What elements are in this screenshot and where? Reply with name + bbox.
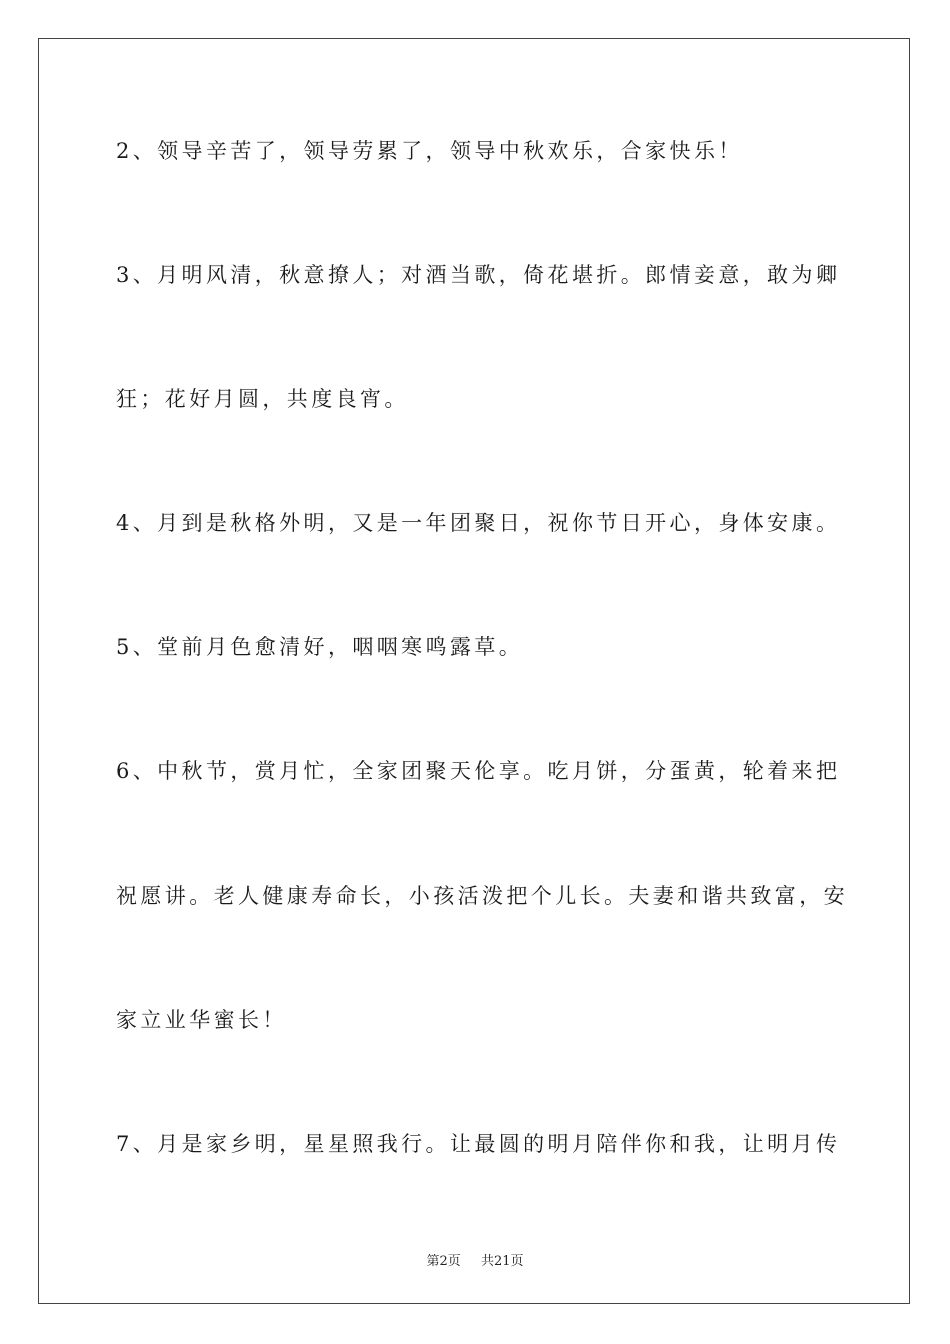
page-number: 第2页 bbox=[426, 1254, 461, 1269]
text-line-6: 6、中秋节，赏月忙，全家团聚天伦享。吃月饼，分蛋黄，轮着来把 bbox=[116, 759, 841, 783]
page-border bbox=[38, 38, 910, 1304]
text-line-1: 2、领导辛苦了，领导劳累了，领导中秋欢乐，合家快乐！ bbox=[116, 139, 743, 163]
text-line-7: 祝愿讲。老人健康寿命长，小孩活泼把个儿长。夫妻和谐共致富，安 bbox=[116, 884, 848, 908]
text-line-9: 7、月是家乡明，星星照我行。让最圆的明月陪伴你和我，让明月传 bbox=[116, 1132, 841, 1156]
text-line-2: 3、月明风清，秋意撩人；对酒当歌，倚花堪折。郎情妾意，敢为卿 bbox=[116, 263, 841, 287]
page-total: 共21页 bbox=[480, 1254, 524, 1269]
text-line-4: 4、月到是秋格外明，又是一年团聚日，祝你节日开心，身体安康。 bbox=[116, 511, 841, 535]
page-footer bbox=[0, 1250, 950, 1269]
text-line-8: 家立业华蜜长！ bbox=[116, 1008, 287, 1032]
text-line-3: 狂；花好月圆，共度良宵。 bbox=[116, 387, 409, 411]
text-line-5: 5、堂前月色愈清好，咽咽寒鸣露草。 bbox=[116, 635, 524, 659]
